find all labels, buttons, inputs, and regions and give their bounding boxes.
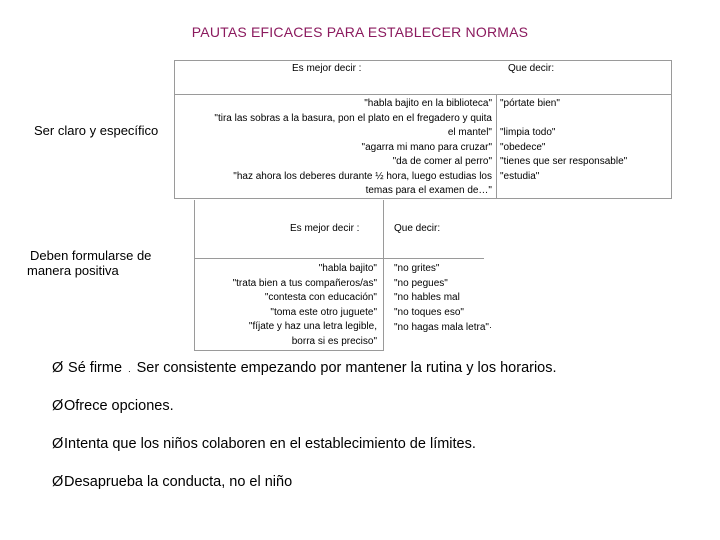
table1-right-border	[671, 60, 672, 198]
table2-left-border	[194, 200, 195, 350]
table1-top-border	[174, 60, 672, 61]
table2-right-line: "no hables mal	[394, 292, 460, 303]
table2-bottom-border	[194, 350, 384, 351]
table2-header-left: Es mejor decir :	[290, 223, 360, 234]
bullet-2-text: Ofrece opciones.	[64, 398, 174, 414]
table1-left-line: "haz ahora los deberes durante ½ hora, luego estudias los	[233, 170, 492, 182]
table1-left-line: "da de comer al perro"	[392, 156, 492, 167]
table2-right-line: "no hagas mala letra"	[394, 322, 489, 333]
arrow-bullet-icon: Ø	[52, 360, 64, 376]
table1-right-line-empty	[500, 112, 670, 127]
table1-right-line: "obedece"	[500, 141, 546, 153]
section2-label-line1: Deben formularse de	[30, 248, 152, 263]
table2-right-line-last	[394, 320, 544, 336]
table1-left-border	[174, 60, 175, 198]
table2-left-line: "toma este otro juguete"	[270, 306, 377, 318]
table1-left-line: temas para el examen de…"	[365, 185, 492, 196]
table2-right-line: "no grites"	[394, 263, 440, 274]
section2-label-line2: manera positiva	[27, 263, 119, 278]
table1-header-border	[174, 94, 672, 95]
table1-divider	[496, 94, 497, 198]
bullet-1-part-a: Sé firme	[68, 360, 123, 376]
table2-left-line: "habla bajito"	[318, 263, 377, 274]
table2-header-border-right	[384, 258, 484, 259]
bullet-1-part-b: Ser consistente empezando por mantener la rutina y los horarios.	[136, 360, 557, 376]
arrow-bullet-icon: Ø	[52, 398, 64, 414]
table1-right-line: "tienes que ser responsable"	[500, 156, 628, 167]
table1-left-line: "agarra mi mano para cruzar"	[361, 141, 492, 153]
table2-right-column	[394, 262, 544, 336]
table1-header-left: Es mejor decir :	[292, 63, 362, 74]
table1-right-line: "limpia todo"	[500, 127, 556, 138]
table1-left-line: "habla bajito en la biblioteca"	[364, 98, 492, 109]
table2-left-line: "fíjate y haz una letra legible,	[248, 321, 377, 332]
table2-divider	[383, 200, 384, 350]
table1-right-line: "estudia"	[500, 170, 540, 182]
bullet-4-text: Desaprueba la conducta, no el niño	[64, 474, 293, 490]
bullet-4	[52, 474, 292, 490]
table2-left-column	[196, 262, 377, 349]
table1-right-line: "pórtate bien"	[500, 98, 560, 109]
arrow-bullet-icon: Ø	[52, 474, 64, 490]
table2-left-line: "trata bien a tus compañeros/as"	[232, 277, 377, 289]
table2-left-line: "contesta con educación"	[264, 292, 377, 303]
table2-right-line: "no pegues"	[394, 277, 448, 289]
section1-label: Ser claro y específico	[34, 123, 159, 138]
table2-right-line: "no toques eso"	[394, 306, 464, 318]
table2-header-border-left	[194, 258, 384, 259]
table1-left-column	[176, 97, 492, 199]
table1-left-line: el mantel"	[447, 127, 492, 138]
bullet-2	[52, 398, 174, 414]
bullet-1	[52, 360, 557, 376]
table1-right-column	[500, 97, 670, 184]
table2-left-line: borra si es preciso"	[291, 335, 377, 347]
bullet-1-dot: .	[128, 364, 131, 374]
page-title: PAUTAS EFICACES PARA ESTABLECER NORMAS	[191, 24, 529, 40]
table1-header-right: Que decir:	[508, 63, 555, 74]
bullet-3	[52, 436, 476, 452]
table2-header-right: Que decir:	[394, 223, 441, 234]
section2-label	[27, 248, 152, 278]
arrow-bullet-icon: Ø	[52, 436, 64, 452]
table1-left-line: "tira las sobras a la basura, pon el plato en el fregadero y quita	[214, 112, 492, 124]
bullet-3-text: Intenta que los niños colaboren en el establecimiento de límites.	[64, 436, 476, 452]
trailing-dot: ·	[488, 322, 492, 332]
